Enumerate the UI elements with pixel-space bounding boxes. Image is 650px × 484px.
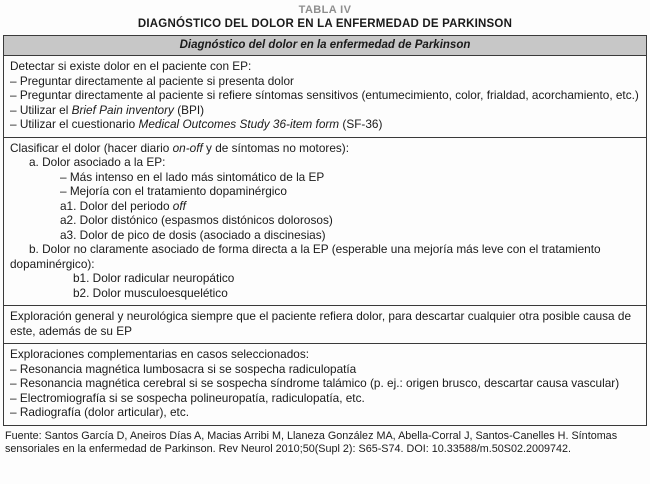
text-segment: a2. Dolor distónico (espasmos distónicos dolorosos) [60, 213, 333, 227]
text-segment: – Más intenso en el lado más sintomático de la EP [60, 169, 325, 184]
text-segment: – Utilizar el [10, 102, 72, 117]
table-line [10, 74, 640, 89]
italic-text-segment: off [172, 198, 186, 213]
table-line [10, 170, 640, 185]
table-line [10, 199, 640, 214]
text-segment: Clasificar el dolor (hacer diario [10, 140, 173, 155]
table-line [10, 117, 640, 132]
table-line [10, 184, 640, 199]
text-segment: Exploraciones complementarias en casos seleccionados: [10, 347, 310, 361]
table-section [4, 56, 646, 137]
text-segment: – Mejoría con el tratamiento dopaminérgico [60, 184, 287, 198]
table-body [4, 56, 646, 425]
text-segment: a1. Dolor del periodo [60, 198, 173, 213]
text-segment: – Radiografía (dolor articular), etc. [10, 405, 189, 419]
text-segment: b. Dolor no claramente asociado de forma directa a la EP (esperable una mejoría más leve con el tratamiento dopaminérgico): [10, 242, 601, 271]
table-section [4, 343, 646, 425]
text-segment: b1. Dolor radicular neuropático [73, 271, 235, 285]
text-segment: – Preguntar directamente al paciente si refiere síntomas sensitivos (entumecimiento, color, frialdad, acorchamiento, etc.) [10, 88, 639, 102]
table-line [10, 347, 640, 362]
table-line [10, 362, 640, 377]
text-segment: – Resonancia magnética cerebral si se sospecha síndrome talámico (p. ej.: origen brusco, descartar causa vascular) [10, 376, 620, 390]
italic-text-segment: Brief Pain inventory [71, 102, 174, 117]
table-title: DIAGNÓSTICO DEL DOLOR EN LA ENFERMEDAD DE PARKINSON [137, 18, 513, 30]
italic-text-segment: Medical Outcomes Study 36-item form [138, 117, 340, 131]
table-line [10, 103, 640, 118]
table-line [10, 242, 640, 271]
table-line [10, 405, 640, 420]
text-segment: a3. Dolor de pico de dosis (asociado a discinesias) [60, 227, 326, 242]
text-segment: – Resonancia magnética lumbosacra si se sospecha radiculopatía [10, 361, 357, 376]
source-citation: Fuente: Santos García D, Aneiros Días A, Macias Arribi M, Llaneza González MA, Abella-Corral J, Santos-Canelles H. Síntomas sensoriales en la enfermedad de Parkinson. Rev Neurol 2010;50(Supl 2): S65-S74. DOI: 10.33588/m.50S02.2009742. [5, 429, 618, 455]
table-line [10, 376, 640, 391]
table-line [10, 309, 640, 338]
table-header-row: Diagnóstico del dolor en la enfermedad de Parkinson [4, 36, 646, 56]
text-segment: y de síntomas no motores): [202, 140, 349, 155]
table-line [10, 286, 640, 301]
text-segment: Detectar si existe dolor en el paciente con EP: [10, 59, 252, 73]
table-section [4, 137, 646, 306]
text-segment: – Utilizar el cuestionario [10, 117, 139, 131]
table-line [10, 271, 640, 286]
table-line [10, 391, 640, 406]
text-segment: b2. Dolor musculoesquelético [73, 285, 228, 300]
table-line [10, 141, 640, 156]
text-segment: (BPI) [173, 102, 205, 117]
table-line [10, 59, 640, 74]
parkinson-pain-diagnosis-table [3, 35, 647, 426]
italic-text-segment: on-off [172, 140, 203, 155]
table-line [10, 228, 640, 243]
table-line [10, 213, 640, 228]
table-section [4, 305, 646, 343]
text-segment: (SF-36) [339, 117, 383, 131]
text-segment: a. Dolor asociado a la EP: [29, 155, 166, 169]
table-line [10, 88, 640, 103]
text-segment: – Electromiografía si se sospecha polineuropatía, radiculopatía, etc. [10, 390, 365, 405]
table-number-label: TABLA IV [298, 4, 352, 16]
text-segment: – Preguntar directamente al paciente si presenta dolor [10, 73, 294, 88]
table-line [10, 155, 640, 170]
text-segment: Exploración general y neurológica siempre que el paciente refiera dolor, para descartar cualquier otra posible causa de este, además de su EP [10, 309, 632, 338]
